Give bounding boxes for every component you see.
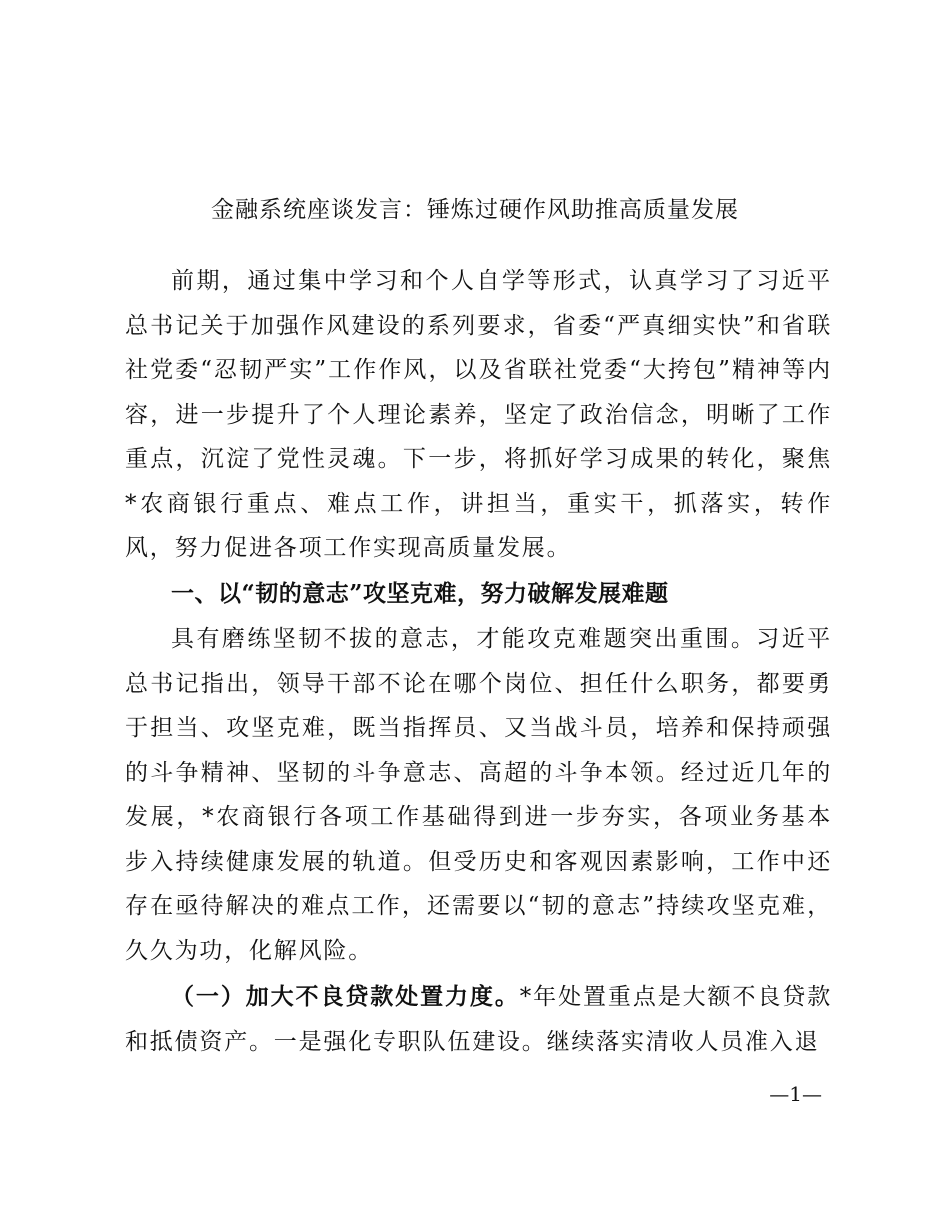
document-title: 金融系统座谈发言：锤炼过硬作风助推高质量发展: [211, 197, 739, 223]
section-one-paragraph: 具有磨练坚韧不拔的意志，才能攻克难题突出重围。习近平总书记指出，领导干部不论在哪个岗位、担任什么职务，都要勇于担当、攻坚克难，既当指挥员、又当战斗员，培养和保持顽强的斗争精神、坚韧的斗争意志、高超的斗争本领。经过近几年的发展，*农商银行各项工作基础得到进一步夯实，各项业务基本步入持续健康发展的轨道。但受历史和客观因素影响，工作中还存在亟待解决的难点工作，还需要以“韧的意志”持续攻坚克难，久久为功，化解风险。: [125, 626, 832, 964]
intro-paragraph: 前期，通过集中学习和个人自学等形式，认真学习了习近平总书记关于加强作风建设的系列要求，省委“严真细实快”和省联社党委“忍韧严实”工作作风，以及省联社党委“大挎包”精神等内容，进一步提升了个人理论素养，坚定了政治信念，明晰了工作重点，沉淀了党性灵魂。下一步，将抓好学习成果的转化，聚焦*农商银行重点、难点工作，讲担当，重实干，抓落实，转作风，努力促进各项工作实现高质量发展。: [125, 268, 832, 561]
subsection-one-paragraph: [125, 975, 832, 1064]
page-number: —1—: [769, 1082, 822, 1106]
subsection-one-text: *年处置重点是大额不良贷款和抵债资产。一是强化专职队伍建设。继续落实清收人员准入退: [125, 984, 832, 1055]
subsection-one-lead: （一）加大不良贷款处置力度。: [171, 983, 520, 1010]
section-heading-one: 一、以“韧的意志”攻坚克难，努力破解发展难题: [171, 580, 669, 607]
